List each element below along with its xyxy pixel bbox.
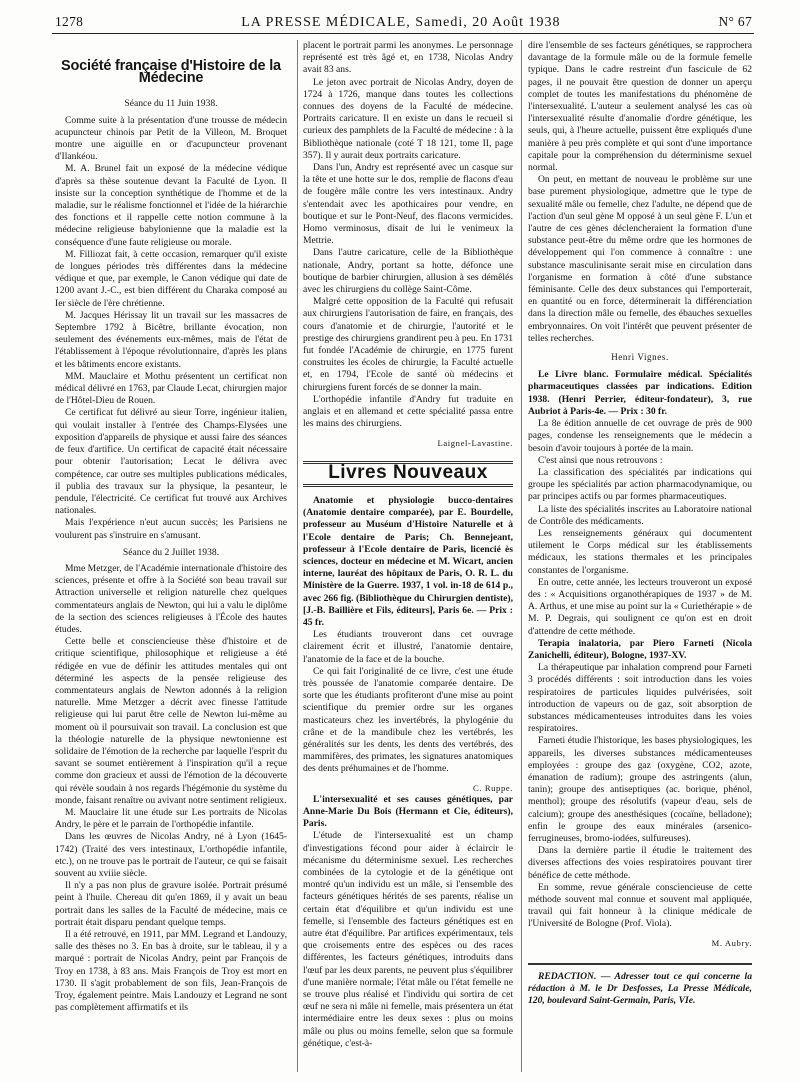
paragraph: MM. Mauclaire et Mothu présentent un certificat non médical délivré en 1763, par Claude Lecat, chirurgien major de l'Hôtel-Dieu de Rouen.: [55, 370, 287, 407]
paragraph: La 8e édition annuelle de cet ouvrage de près de 900 pages, condense les renseignements que le médecin a besoin d'avoir toujours à portée de la main.: [528, 418, 752, 454]
paragraph: L'étude de l'intersexualité est un champ d'investigations fécond pour aider à éclaircir le mécanisme du déterminisme sexuel. Les recherches combinées de la cytologie et de la génétique ont montré qu'un individu est un mâle, si l'ensemble des facteurs génétiques hérités de ses parents, réalise un certain état d'équilibre et qu'un individu est une femelle, si l'ensemble des facteurs génétiques est en autre état d'équilibre. Par artifices expérimentaux, tels que croisements entre des espèces ou des races différentes, les facteurs génétiques, introduits dans l'œuf par les deux parents, ne peuvent plus s'équilibrer d'une manière normale; l'état mâle ou l'état femelle ne se trouve plus réalisé et l'individu qui sortira de cet œuf ne sera ni mâle ni femelle, mais présentera un état intermédiaire entre les deux sexes : plus ou moins mâle ou plus ou moins femelle, selon que sa formule génétique, c'est-à-: [303, 830, 513, 1049]
paragraph: Dans l'autre caricature, celle de la Bibliothèque nationale, Andry, portant sa hotte, défonce une boutique de barbier chirurgien, allusion à ses démêlés avec les chirurgiens du collège Saint-Côme.: [303, 247, 513, 296]
paragraph: Dans l'un, Andry est représenté avec un casque sur la tête et une hotte sur le dos, remplie de flacons d'eau de fougère mâle contre les vers intestinaux. Andry s'entendait avec les apothicaires pour vendre, en boutique et sur le Pont-Neuf, des flacons vermicides. Homo verminosus, disait de lui le venimeux la Mettrie.: [303, 162, 513, 247]
header-rule: [52, 33, 754, 34]
paragraph: Mais l'expérience n'eut aucun succès; les Parisiens ne voulurent pas s'instruire en s'amusant.: [55, 517, 287, 541]
author-signature: Henri Vignes.: [611, 352, 669, 363]
paragraph: La liste des spécialités inscrites au Laboratoire national de Contrôle des médicaments.: [528, 503, 752, 527]
author-signature: C. Ruppe.: [472, 782, 513, 793]
paragraph: Les étudiants trouveront dans cet ouvrage clairement écrit et illustré, l'anatomie dentaire, l'anatomie de la face et de la bouche.: [303, 629, 513, 665]
paragraph: Malgré cette opposition de la Faculté qui refusait aux chirurgiens l'autorisation de faire, en français, des cours d'anatomie et de chirurgie, l'autorité et le prestige des chirurgiens grandirent peu à peu. En 1731 fut fondée l'Académie de chirurgie, en 1775 furent construites les écoles de chirurgie, la Faculté actuelle et, en 1794, l'Ecole de santé où médecins et chirurgiens furent forcés de se donner la main.: [303, 296, 513, 393]
redaction-notice: REDACTION. — Adresser tout ce qui concerne la rédaction à M. le Dr Desfosses, La Presse Médicale, 120, boulevard Saint-Germain, Paris, VIe.: [528, 970, 752, 1007]
section-title: Société française d'Histoire de la Médecine: [61, 58, 281, 87]
paragraph: Dans les œuvres de Nicolas Andry, né à Lyon (1645-1742) (Traité des vers intestinaux, L'orthopédie infantile, etc.), on ne trouve pas le portrait de l'auteur, ce qui se faisait souvent au xviiie siècle.: [55, 831, 287, 879]
paragraph: La classification des spécialités par indications qui groupe les spécialités par action pharmacodynamique, ou par principes actifs ou par formes pharmaceutiques.: [528, 466, 752, 503]
paragraph: dire l'ensemble de ses facteurs génétiques, se rapprochera davantage de la formule mâle ou de la formule femelle typique. Dans le cadre restreint d'un fascicule de 62 pages, il ne pouvait être question de donner un aperçu complet de toutes les manifestations du phénomène de l'intersexualité. L'auteur a seulement analysé les cas où l'intersexualité résulte d'anomalie d'ordre génétique, les seuls, qui, à l'heure actuelle, puissent être expliqués d'une manière à peu près complète et qui sont d'une importance capitale pour la compréhension du déterminisme sexuel normal.: [528, 40, 752, 174]
book-citation: Anatomie et physiologie bucco-dentaires (Anatomie dentaire comparée), par E. Bourdelle, professeur au Muséum d'Histoire Naturelle et à l'Ecole dentaire de Paris; Ch. Bennejeant, professeur à l'Ecole dentaire de Paris, licencié ès sciences, docteur en médecine et M. Wicart, ancien interne, lauréat des hôpitaux de Paris, O. R. L. du Ministère de la Guerre. 1937, 1 vol. in-18 de 614 p., avec 266 fig. (Bibliothèque du Chirurgien dentiste), [J.-B. Baillière et Fils, éditeurs], Paris 6e. — Prix : 45 fr.: [303, 494, 513, 628]
page-number: 1278: [55, 14, 84, 29]
author-signature: M. Aubry.: [711, 937, 752, 948]
book-citation: Terapia inalatoria, par Piero Farneti (Nicola Zanichelli, éditeur), Bologne, 1937-XV.: [528, 637, 752, 661]
paragraph: En somme, revue générale consciencieuse de cette méthode souvent mal connue et souvent mal appliquée, travail qui fait honneur à la clinique médicale de l'Université de Bologne (Prof. Viola).: [528, 881, 752, 930]
paragraph: Farneti étudie l'historique, les bases physiologiques, les appareils, les diverses substances médicamenteuses employées : groupe des gaz (oxygène, CO2, azote, émanation de radium); groupe des astringents (alun, tanin); groupe des antiseptiques (ac. borique, phénol, menthol); groupe des résolutifs (vapeur d'eau, sels de calcium); groupe des anesthésiques (cocaïne, belladone); enfin le groupe des eaux minérales (arsenico-ferrugineuses, bromo-iodées, sulfureuses).: [528, 735, 752, 844]
paragraph: Les renseignements généraux qui documentent utilement le Corps médical sur les établissements médicaux, les stations thermales et les principales constantes de l'organisme.: [528, 527, 752, 576]
paragraph: M. Jacques Hérissay lit un travail sur les massacres de Septembre 1792 à Bicêtre, brillante évocation, non seulement des événements eux-mêmes, mais de l'état de l'établissement à l'époque révolutionnaire, d'après les plans et les bâtiments encore existants.: [55, 309, 287, 370]
journal-title: LA PRESSE MÉDICALE, Samedi, 20 Août 1938: [241, 15, 561, 30]
issue-number: N° 67: [718, 14, 752, 29]
book-citation: L'intersexualité et ses causes génétiques, par Anne-Marie Du Bois (Hermann et Cie, éditeurs), Paris.: [303, 793, 513, 830]
paragraph: Comme suite à la présentation d'une trousse de médecin acupuncteur chinois par Petit de la Villeon, M. Broquet montre une aiguille en or d'acupuncteur provenant d'Ilankéou.: [55, 114, 287, 163]
divider: [528, 963, 752, 965]
paragraph: La thérapeutique par inhalation comprend pour Farneti 3 procédés différents : soit introduction dans les voies respiratoires de particules liquides pulvérisées, soit introduction de vapeurs ou de gaz, soit absorption de substances médicamenteuses introduites dans les voies respiratoires.: [528, 662, 752, 735]
paragraph: Ce certificat fut délivré au sieur Torre, ingénieur italien, qui voulait installer à l'entrée des Champs-Elysées une exposition d'appareils de physique et aussi faire des séances de feux d'artifice. Un certificat de capacité était nécessaire pour obtenir l'autorisation; Lecat le délivra avec compétence, car outre ses multiples publications médicales, il publia des travaux sur la physique, la pesanteur, le pendule, l'électricité. Ce certificat fut trouvé aux Archives nationales.: [55, 407, 287, 517]
paragraph: M. Filliozat fait, à cette occasion, remarquer qu'il existe de longues périodes très différentes dans la médecine védique et que, par exemple, le Canon védique qui date de 1200 avant J.-C., est bien différent du Charaka composé au Ier siècle de l'ère chrétienne.: [55, 248, 287, 309]
column-divider: [521, 40, 522, 1072]
paragraph: Il n'y a pas non plus de gravure isolée. Portrait présumé peint à l'huile. Chereau dit qu'en 1869, il y avait un beau portrait dans les salles de la Faculté de médecine, mais ce portrait était disparu pendant quelque temps.: [55, 880, 287, 928]
paragraph: Cette belle et consciencieuse thèse d'histoire et de critique scientifique, philosophique et religieuse a été rédigée en vue de définir les attitudes mentales qui ont déterminé les aspects de la pensée religieuse des commentateurs anglais de Newton adonnés à la religion naturelle. Mme Metzger a décrit avec finesse l'attitude religieuse qui lui parut être celle de Newton lui-même au moment où il poursuivait son travail. La conclusion est que la théologie naturelle de la physique newtonienne est solidaire de l'émotion de la recherche par laquelle l'esprit du savant se soumet entièrement à l'inspiration qu'il a reçue comme don gracieux et aussi de l'émotion de la découverte qui révèle soudain à nos regards l'hégémonie du système du monde, faisant renaître ou avivant notre sentiment religieux.: [55, 636, 287, 806]
author-signature: Laignel-Lavastine.: [437, 437, 513, 448]
paragraph: M. A. Brunel fait un exposé de la médecine védique d'après sa thèse soutenue devant la Faculté de Lyon. Il insiste sur la conception synthétique de l'homme et de la maladie, sur le réalisme fonctionnel et l'idée de la hiérarchie des fonctions et il rappelle cette notion commune à la médecine religieuse babylonienne que la maladie est la conséquence d'une faute religieuse ou morale.: [55, 163, 287, 248]
paragraph: M. Mauclaire lit une étude sur Les portraits de Nicolas Andry, le père et le parrain de l'orthopédie infantile.: [55, 806, 287, 831]
column-2: [303, 40, 513, 1050]
book-citation: Le Livre blanc. Formulaire médical. Spécialités pharmaceutiques classées par indications. Edition 1938. (Henri Perrier, éditeur-fondateur), 3, rue Aubriot à Paris-4e. — Prix : 30 fr.: [528, 369, 752, 417]
paragraph: Mme Metzger, de l'Académie internationale d'histoire des sciences, présente et offre à la Société son beau travail sur Attraction universelle et religion naturelle chez quelques commentateurs anglais de Newton, qui lui a valu le diplôme de la section des sciences religieuses à l'École des hautes études.: [55, 562, 287, 635]
column-3: [528, 40, 752, 1007]
paragraph: Le jeton avec portrait de Nicolas Andry, doyen de 1724 à 1726, manque dans toutes les collections connues des doyens de la Faculté de médecine. Portraits caricature. Il en existe un dans le recueil si curieux des pamphlets de la Faculté de médecine : à la Bibliothèque nationale (coté T 18 121, tome II, page 357). Il y aurait deux portraits caricature.: [303, 76, 513, 161]
paragraph: Il a été retrouvé, en 1911, par MM. Legrand et Landouzy, salle des thèses no 3. En bas à droite, sur le tableau, il y a marqué : portrait de Nicolas Andry, peint par François de Troy en 1738, à 83 ans. Mais François de Troy est mort en 1730. Il s'agit probablement de son fils, Jean-François de Troy, également peintre. Mais Landouzy et Legrand ne sont pas complètement affirmatifs et ils: [55, 929, 287, 1014]
session-date: Séance du 2 Juillet 1938.: [122, 546, 220, 558]
paragraph: On peut, en mettant de nouveau le problème sur une base purement physiologique, admettre que le type de sexualité mâle ou femelle, chez l'adulte, ne dépend que de l'action d'un seul gène M opposé à un seul gène F. L'un et l'autre de ces gènes déclencheraient la formation d'une substance peut-être du même ordre que les hormones de développement qui l'on commence à connaître : une substance masculinisante serait mise en circulation dans l'organisme en formation à côté d'une substance féminisante. Celle des deux substances qui l'emporterait, en quantité ou en force, déterminerait la différenciation dans la direction mâle ou femelle, des ébauches sexuelles embryonnaires. On voit l'intérêt que peuvent présenter de telles recherches.: [528, 174, 752, 344]
livres-nouveaux-banner: [303, 461, 513, 487]
paragraph: En outre, cette année, les lecteurs trouveront un exposé des : « Acquisitions organothérapiques de 1937 » de M. A. Arthus, et une mise au point sur la « Curiethérapie » de M. P. Degrais, qui soulignent ce qu'on est en droit d'attendre de cette méthode.: [528, 576, 752, 637]
column-1: [55, 40, 287, 1014]
column-divider: [297, 40, 298, 1072]
running-header: [55, 14, 752, 32]
paragraph: Dans la dernière partie il étudie le traitement des diverses affections des voies respiratoires pouvant tirer bénéfice de cette méthode.: [528, 845, 752, 881]
paragraph: placent le portrait parmi les anonymes. Le personnage représenté est très âgé et, en 1738, Nicolas Andry avait 83 ans.: [303, 40, 513, 76]
paragraph: L'orthopédie infantile d'Andry fut traduite en anglais et en allemand et cette spécialité passa entre les mains des chirurgiens.: [303, 393, 513, 430]
paragraph: C'est ainsi que nous retrouvons :: [538, 454, 663, 466]
paragraph: Ce qui fait l'originalité de ce livre, c'est une étude très poussée de l'anatomie comparée dentaire. De sorte que les étudiants profiteront d'une mise au point scientifique du premier ordre sur les organes masticateurs chez les invertébrés, la phylogénie du crâne et de la mandibule chez les vertébrés, les généralités sur les dents, les dents des vertébrés, des mammifères, des primates, les signatures anatomiques des dents préhumaines et de l'homme.: [303, 665, 513, 775]
section-heading: Livres Nouveaux: [328, 461, 488, 483]
session-date: Séance du 11 Juin 1938.: [124, 98, 218, 110]
